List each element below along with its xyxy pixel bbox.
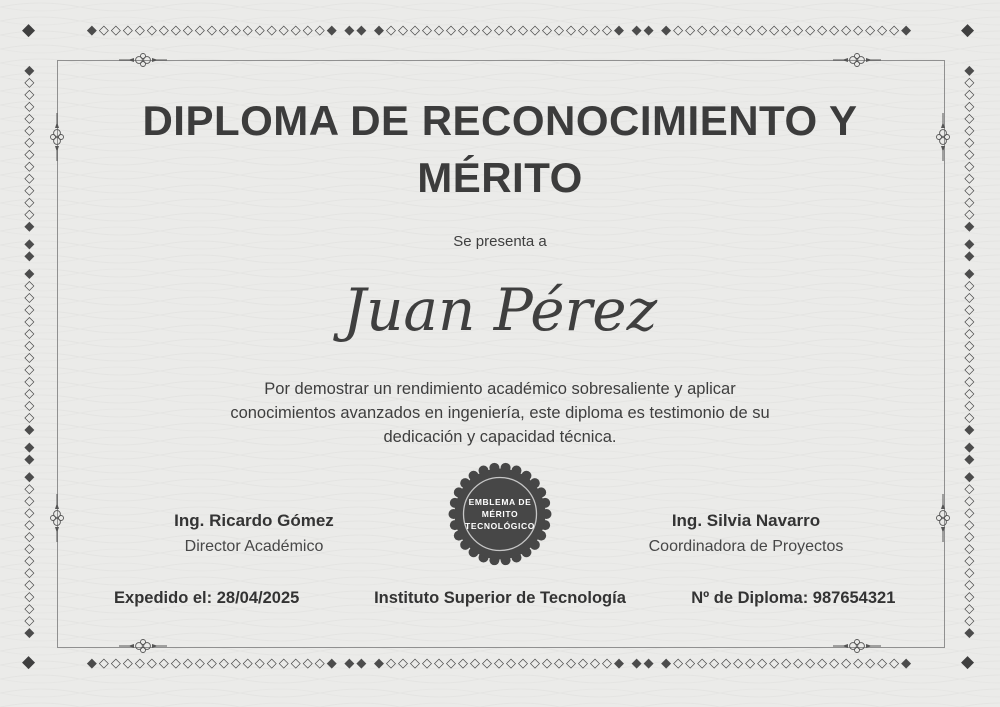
recipient-name: Juan Pérez bbox=[342, 276, 658, 344]
footer-row bbox=[60, 589, 940, 608]
seal-text bbox=[448, 462, 552, 566]
corner-diamond-icon: ◆ bbox=[22, 20, 36, 39]
merit-seal bbox=[448, 462, 552, 566]
border-ornament-bottom: ◆◇◇◇◇◇◇◇◇◇◇◇◇◇◇◇◇◇◇◇◆ ◆◆ ◆◇◇◇◇◇◇◇◇◇◇◇◇◇◇◇◇◇◇◇◆ ◆◆ ◆◇◇◇◇◇◇◇◇◇◇◇◇◇◇◇◇◇◇◇◆ bbox=[86, 655, 914, 670]
corner-diamond-icon: ◆ bbox=[961, 20, 975, 39]
border-flourish-icon bbox=[833, 51, 881, 69]
issue-date: Expedido el: 28/04/2025 bbox=[114, 589, 300, 607]
signatory-left bbox=[60, 508, 448, 566]
signatory-role: Director Académico bbox=[184, 538, 324, 555]
border-ornament-top: ◆◇◇◇◇◇◇◇◇◇◇◇◇◇◇◇◇◇◇◇◆ ◆◆ ◆◇◇◇◇◇◇◇◇◇◇◇◇◇◇◇◇◇◇◇◆ ◆◆ ◆◇◇◇◇◇◇◇◇◇◇◇◇◇◇◇◇◇◇◇◆ bbox=[86, 22, 914, 37]
seal-line: MÉRITO bbox=[481, 508, 519, 519]
border-flourish-icon bbox=[119, 51, 167, 69]
institution-name: Instituto Superior de Tecnología bbox=[374, 589, 626, 607]
presented-label: Se presenta a bbox=[453, 233, 547, 250]
corner-diamond-icon: ◆ bbox=[22, 652, 36, 671]
border-flourish-icon bbox=[934, 113, 952, 161]
diploma-number: Nº de Diploma: 987654321 bbox=[691, 589, 896, 607]
description-text: Por demostrar un rendimiento académico sobresaliente y aplicar conocimientos avanzados en ingeniería, este diploma es testimonio de su dedicación y capacidad técnica. bbox=[230, 380, 770, 446]
seal-line: EMBLEMA DE bbox=[468, 496, 532, 507]
certificate-title: DIPLOMA DE RECONOCIMIENTO Y MÉRITO bbox=[142, 97, 858, 201]
signatory-name: Ing. Ricardo Gómez bbox=[174, 511, 334, 530]
corner-diamond-icon: ◆ bbox=[961, 652, 975, 671]
signatory-right bbox=[552, 508, 940, 566]
border-ornament-left: ◆◇◇◇◇◇◇◇◇◇◇◇◇◆ ◆◆ ◆◇◇◇◇◇◇◇◇◇◇◇◇◆ ◆◆ ◆◇◇◇◇◇◇◇◇◇◇◇◇◆ bbox=[23, 65, 38, 641]
border-flourish-icon bbox=[833, 637, 881, 655]
border-flourish-icon bbox=[48, 113, 66, 161]
border-ornament-right: ◆◇◇◇◇◇◇◇◇◇◇◇◇◆ ◆◆ ◆◇◇◇◇◇◇◇◇◇◇◇◇◆ ◆◆ ◆◇◇◇◇◇◇◇◇◇◇◇◇◆ bbox=[963, 65, 978, 641]
signatory-name: Ing. Silvia Navarro bbox=[671, 511, 821, 530]
border-flourish-icon bbox=[119, 637, 167, 655]
signatory-role: Coordinadora de Proyectos bbox=[648, 538, 844, 555]
signature-seal-row bbox=[60, 456, 940, 566]
seal-line: TECNOLÓGICO bbox=[465, 520, 535, 531]
